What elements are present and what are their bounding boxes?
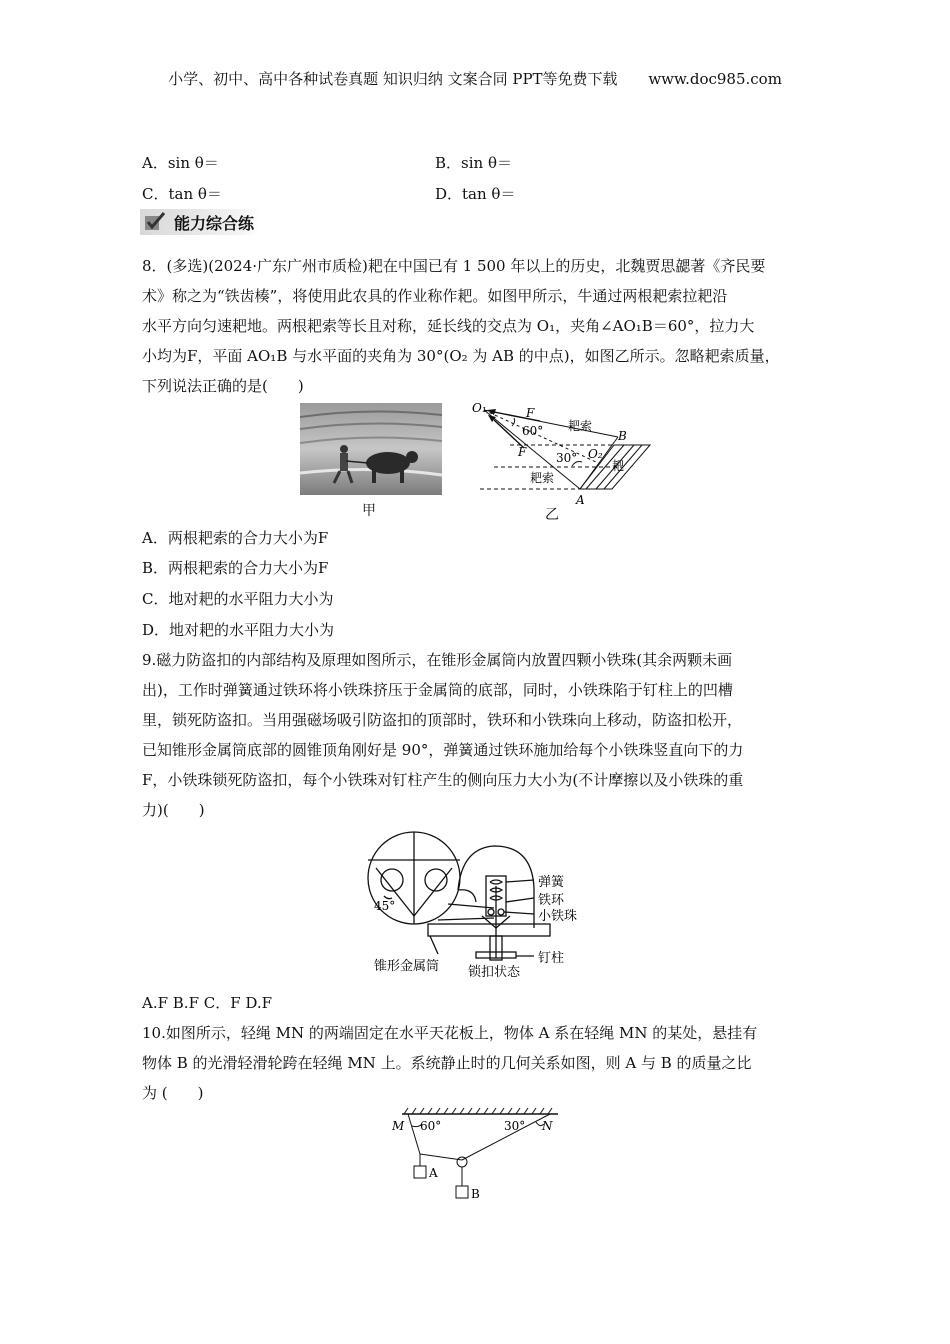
q9-line-5: F，小铁珠锁死防盗扣，每个小铁珠对钉柱产生的侧向压力大小为(不计摩擦以及小铁珠的重	[142, 771, 744, 789]
q7-option-c: C．tan θ＝	[142, 185, 222, 203]
q7-option-a: A．sin θ＝	[142, 154, 219, 172]
figure-jia-caption: 甲	[362, 503, 376, 519]
label-block-b: B	[471, 1187, 480, 1201]
page-header	[0, 68, 950, 89]
label-f-top: F	[526, 406, 535, 420]
figure-yi-caption: 乙	[545, 507, 559, 523]
q8-line-1: 8．(多选)(2024·广东广州市质检)耙在中国已有 1 500 年以上的历史，北魏贾思勰著《齐民要	[142, 257, 766, 275]
section-title: 能力综合练	[174, 213, 255, 233]
label-cone-tube: 锥形金属筒	[374, 959, 440, 974]
figure-yi-diagram	[472, 400, 662, 512]
label-m: M	[392, 1119, 405, 1133]
q7-option-d: D．tan θ＝	[435, 185, 516, 203]
q9-line-1: 9.磁力防盗扣的内部结构及原理如图所示，在锥形金属筒内放置四颗小铁珠(其余两颗未画	[142, 651, 733, 669]
label-o1: O₁	[472, 401, 487, 415]
label-a: A	[576, 493, 585, 507]
q8-option-d: D．地对耙的水平阻力大小为	[142, 621, 335, 639]
q8-line-4: 小均为F，平面 AO₁B 与水平面的夹角为 30°(O₂ 为 AB 的中点)，如图乙所示。忽略耙索质量，	[142, 347, 780, 365]
header-text: 小学、初中、高中各种试卷真题 知识归纳 文案合同 PPT等免费下载	[168, 70, 618, 88]
q9-options: A.F B.F C．F D.F	[142, 994, 273, 1012]
label-rope-top: 耙索	[568, 419, 593, 433]
figure-rope-pulley	[388, 1104, 564, 1210]
q8-option-a: A．两根耙索的合力大小为F	[142, 529, 329, 547]
label-spring: 弹簧	[538, 875, 565, 890]
label-f-bot: F	[518, 445, 527, 459]
q9-line-6: 力)( )	[142, 801, 205, 819]
q8-option-b: B．两根耙索的合力大小为F	[142, 559, 329, 577]
label-rope-bot: 耙索	[530, 471, 555, 485]
label-b: B	[618, 429, 627, 443]
label-angle-60: 60°	[420, 1119, 442, 1133]
q9-line-4: 已知锥形金属筒底部的圆锥顶角刚好是 90°，弹簧通过铁环施加给每个小铁珠竖直向下的力	[142, 741, 744, 759]
label-rake: 耙	[612, 459, 625, 473]
label-angle-30: 30°	[504, 1119, 526, 1133]
label-pin: 钉柱	[538, 951, 565, 966]
label-angle-45: 45°	[374, 899, 396, 913]
label-n: N	[542, 1119, 553, 1133]
q7-option-b: B．sin θ＝	[435, 154, 512, 172]
q8-line-3: 水平方向匀速耙地。两根耙索等长且对称，延长线的交点为 O₁，夹角∠AO₁B＝60°，拉力大	[142, 317, 755, 335]
figure-jia-photo	[300, 403, 442, 495]
checkmark-icon	[144, 212, 166, 232]
label-angle-60: 60°	[522, 424, 544, 438]
section-heading	[140, 208, 260, 236]
label-iron-ring: 铁环	[538, 893, 565, 908]
header-site: www.doc985.com	[648, 70, 782, 88]
q8-option-c: C．地对耙的水平阻力大小为	[142, 590, 334, 608]
label-small-ball: 小铁珠	[538, 909, 578, 924]
section-badge	[140, 209, 260, 235]
q8-line-5: 下列说法正确的是( )	[142, 377, 304, 395]
q9-line-2: 出)，工作时弹簧通过铁环将小铁珠挤压于金属筒的底部，同时，小铁珠陷于钉柱上的凹槽	[142, 681, 733, 699]
q8-line-2: 术》称之为“铁齿楱”，将使用此农具的作业称作耙。如图甲所示，牛通过两根耙索拉耙沿	[142, 287, 728, 305]
q9-line-3: 里，锁死防盗扣。当用强磁场吸引防盗扣的顶部时，铁环和小铁珠向上移动，防盗扣松开，	[142, 711, 743, 729]
q10-line-3: 为 ( )	[142, 1084, 204, 1102]
q10-line-1: 10.如图所示，轻绳 MN 的两端固定在水平天花板上，物体 A 系在轻绳 MN 的某处，悬挂有	[142, 1024, 758, 1042]
label-block-a: A	[429, 1166, 438, 1180]
figure-anti-theft-buckle	[366, 828, 586, 980]
label-angle-30: 30°	[556, 451, 578, 465]
label-lock-state: 锁扣状态	[468, 965, 521, 980]
label-o2: O₂	[588, 447, 603, 461]
q10-line-2: 物体 B 的光滑轻滑轮跨在轻绳 MN 上。系统静止时的几何关系如图，则 A 与 B 的质量之比	[142, 1054, 752, 1072]
